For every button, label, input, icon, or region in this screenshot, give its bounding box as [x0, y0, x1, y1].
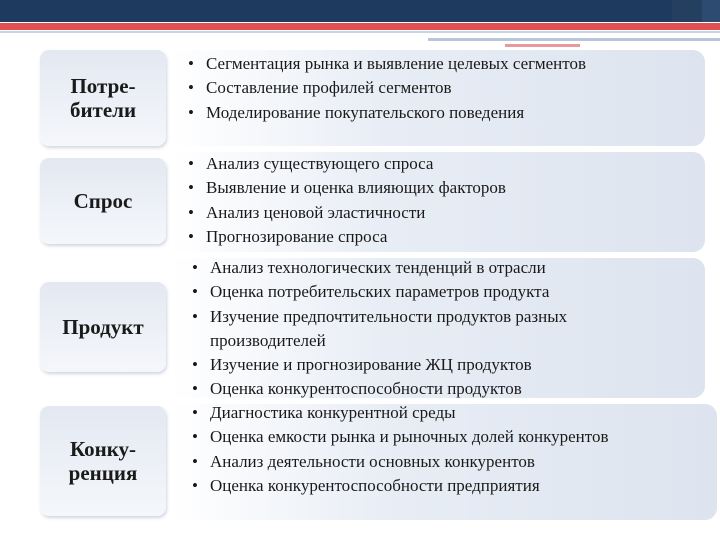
thin-divider: [0, 31, 720, 33]
category-label-demand: Спрос: [40, 158, 166, 244]
competition-list: [186, 401, 666, 498]
title-bar: [0, 0, 720, 22]
list-item: • Анализ деятельности основных конкурентов: [186, 450, 666, 474]
list-item: • Оценка потребительских параметров продукта: [186, 280, 686, 304]
list-item: • Анализ ценовой эластичности: [182, 201, 662, 225]
category-label-product: Продукт: [40, 282, 166, 372]
accent-stripe-blue: [428, 38, 720, 41]
list-item: • Изучение и прогнозирование ЖЦ продуктов: [186, 353, 686, 377]
list-item: • Анализ технологических тенденций в отрасли: [186, 256, 686, 280]
title-bar-dark-segment: [672, 0, 702, 22]
list-item: • Диагностика конкурентной среды: [186, 401, 666, 425]
list-item: • Составление профилей сегментов: [182, 76, 662, 100]
list-item: • Изучение предпочтительности продуктов разных производителей: [186, 305, 686, 354]
product-list: [186, 256, 686, 402]
list-item: • Оценка емкости рынка и рыночных долей конкурентов: [186, 425, 666, 449]
consumers-list: [182, 52, 662, 125]
accent-stripe-red: [505, 44, 580, 47]
demand-list: [182, 152, 662, 249]
title-bar-light-segment: [702, 0, 720, 22]
list-item: • Прогнозирование спроса: [182, 225, 662, 249]
category-label-consumers: Потре- бители: [40, 50, 166, 146]
list-item: • Анализ существующего спроса: [182, 152, 662, 176]
list-item: • Выявление и оценка влияющих факторов: [182, 176, 662, 200]
list-item: • Оценка конкурентоспособности предприятия: [186, 474, 666, 498]
red-divider: [0, 23, 720, 30]
list-item: • Моделирование покупательского поведения: [182, 101, 662, 125]
list-item: • Сегментация рынка и выявление целевых сегментов: [182, 52, 662, 76]
category-label-competition: Конку- ренция: [40, 406, 166, 516]
list-item: • Оценка конкурентоспособности продуктов: [186, 377, 686, 401]
